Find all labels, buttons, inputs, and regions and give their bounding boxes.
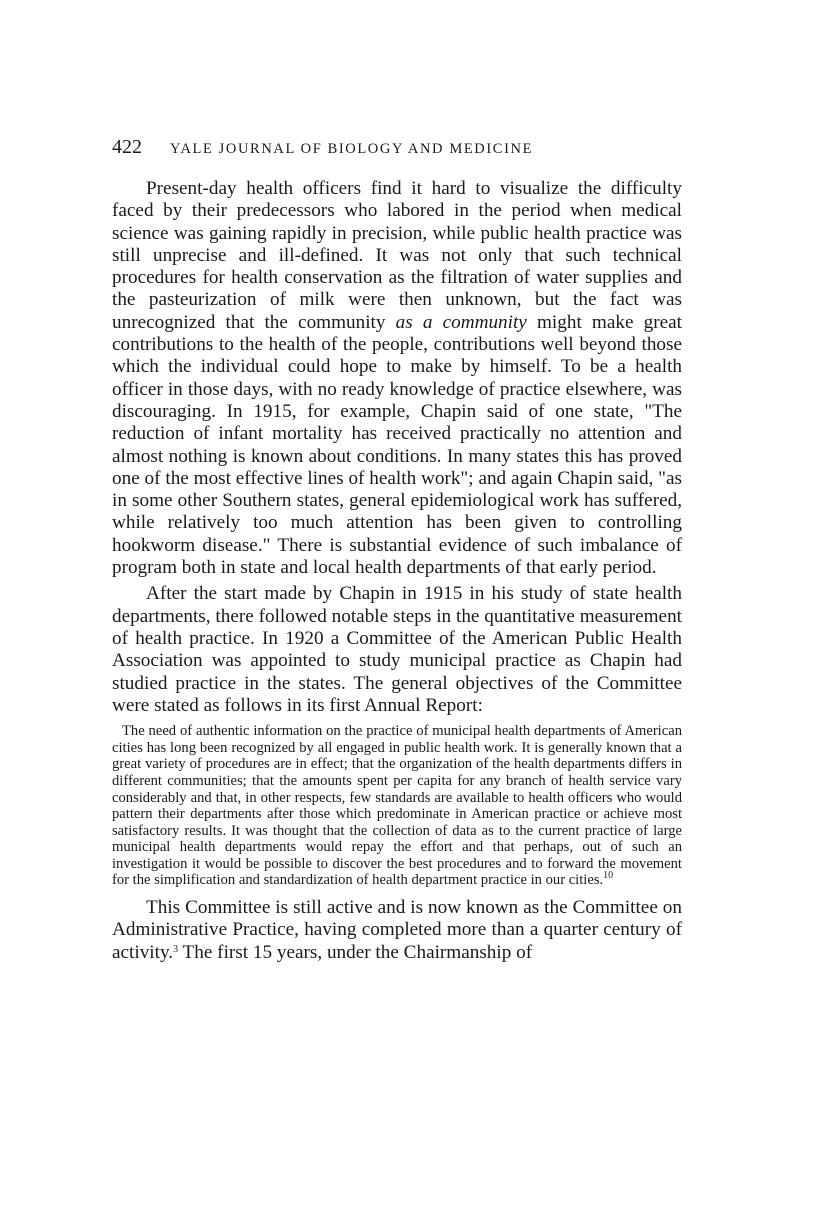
running-header xyxy=(112,136,682,164)
page-number: 422 xyxy=(112,136,142,158)
paragraph-1-emphasis: as a community xyxy=(395,311,527,333)
paragraph-3-text-b: The first 15 years, under the Chairmanship of xyxy=(178,941,533,963)
paragraph-1-text-a: Present-day health officers find it hard to visualize the difficulty faced by their predecessors who labored in the period when medical science was gaining rapidly in precision, while public health practice was still unprecise and ill-defined. It was not only that such technical procedures for health conservation as the filtration of water supplies and the pasteurization of milk were then unknown, but the fact was unrecognized that the community xyxy=(112,178,682,333)
footnote-ref-3: 3 xyxy=(173,943,179,955)
paragraph-1 xyxy=(112,178,682,579)
block-quote xyxy=(112,723,682,889)
footnote-ref-10: 10 xyxy=(603,870,614,882)
block-quote-text: The need of authentic information on the practice of municipal health departments of American cities has long been recognized by all engaged in public health work. It is generally known that a great variety of procedures are in effect; that the organization of the health departments differs in different communities; that the amounts spent per capita for any branch of health service vary considerably and that, in other respects, few standards are available to health officers who would pattern their departments after those which predominate in American practice or achieve most satisfactory results. It was thought that the collection of data as to the current practice of large municipal health departments would repay the effort and that perhaps, out of such an investigation it would be possible to discover the best procedures and to forward the movement for the simplification and standardization of health department practice in our cities. xyxy=(112,723,682,889)
paragraph-3-text-a: This Committee is still active and is now known as the Committee on Administrative Practice, having completed more than a quarter century of activity. xyxy=(112,897,682,963)
paragraph-3 xyxy=(112,897,682,964)
paragraph-1-text-b: might make great contributions to the health of the people, contributions well beyond those which the individual could hope to make by himself. To be a health officer in those days, with no ready knowledge of practice elsewhere, was discouraging. In 1915, for example, Chapin said of one state, "The reduction of infant mortality has received practically no attention and almost nothing is known about conditions. In many states this has proved one of the most effective lines of health work"; and again Chapin said, "as in some other Southern states, general epidemiological work has suffered, while relatively too much attention has been given to controlling hookworm disease." There is substantial evidence of such imbalance of program both in state and local health departments of that early period. xyxy=(112,311,683,579)
document-page xyxy=(112,136,682,964)
journal-title: YALE JOURNAL OF BIOLOGY AND MEDICINE xyxy=(170,141,534,157)
paragraph-2: After the start made by Chapin in 1915 in his study of state health departments, there followed notable steps in the quantitative measurement of health practice. In 1920 a Committee of the American Public Health Association was appointed to study municipal practice as Chapin had studied practice in the states. The general objectives of the Committee were stated as follows in its first Annual Report: xyxy=(112,583,682,716)
